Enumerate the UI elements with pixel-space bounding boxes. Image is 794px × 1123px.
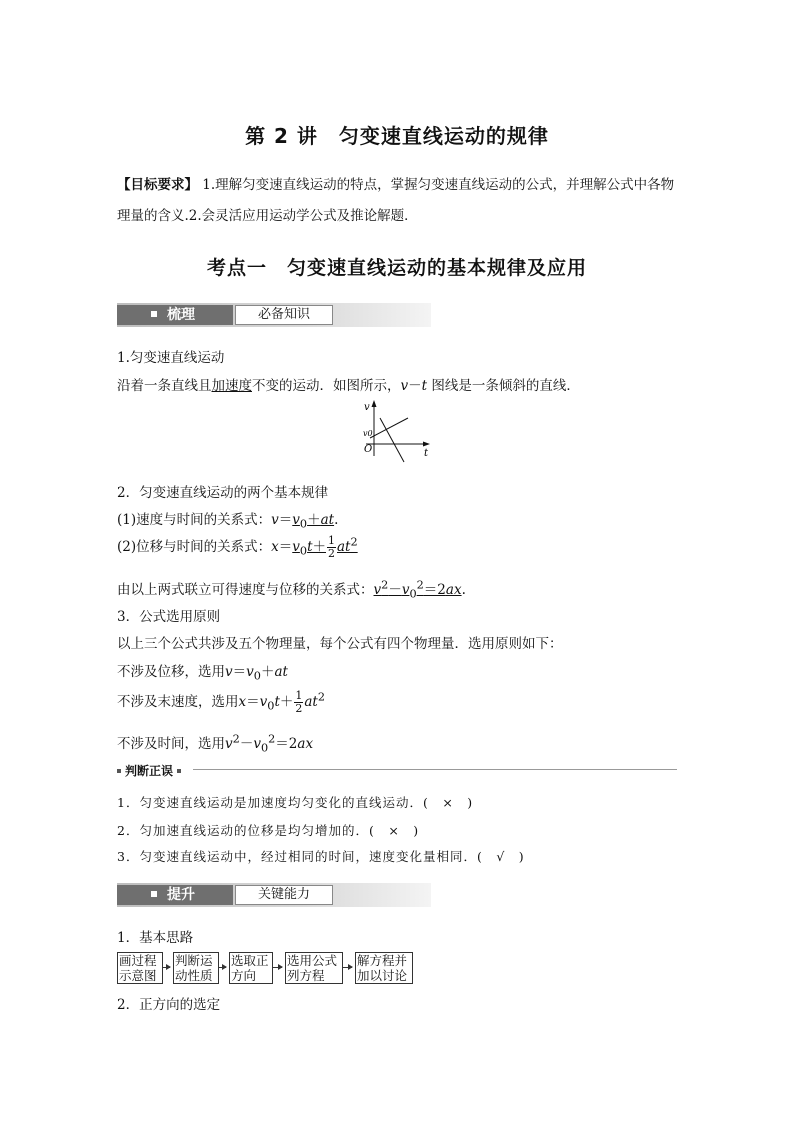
item3-intro: 以上三个公式共涉及五个物理量，每个公式有四个物理量．选用原则如下： [117, 636, 563, 652]
displacement-formula-line: (2)位移与时间的关系式：$x=v_0t+$ $\frac{1}{2}$ $at^2$ [117, 534, 358, 560]
speed-formula-line: (1)速度与时间的关系式：$v=v_0+at$. [117, 512, 339, 531]
flow-arrow [272, 967, 282, 968]
judge-item: 1．匀变速直线运动是加速度均匀变化的直线运动．( × ) [117, 795, 474, 810]
banner-ability [117, 883, 431, 907]
banner-light-label: 关键能力 [235, 885, 333, 905]
item1-text: 沿着一条直线且加速度不变的运动．如图所示，v－t 图线是一条倾斜的直线． [117, 378, 580, 394]
item1-heading: 1.匀变速直线运动 [117, 350, 225, 366]
v0-label: v0 [363, 429, 373, 438]
item3-heading: 3．公式选用原则 [117, 609, 221, 625]
banner-light-label: 必备知识 [235, 305, 333, 325]
flow-arrow [342, 967, 352, 968]
banner-dark-label: 梳理 [167, 307, 195, 323]
flow-step: 选用公式 列方程 [285, 952, 343, 984]
item4-heading: 1．基本思路 [117, 930, 194, 946]
item5-heading: 2．正方向的选定 [117, 997, 221, 1013]
square-icon [177, 769, 181, 773]
square-icon [151, 311, 157, 317]
goal-label: 【目标要求】 [117, 177, 198, 193]
v-axis-label: v [364, 402, 370, 413]
judge-header [117, 762, 677, 778]
v-axis-arrow [372, 400, 377, 407]
page-title: 第 2 讲 匀变速直线运动的规律 [245, 124, 549, 148]
goal-text: 1.理解匀变速直线运动的特点，掌握匀变速直线运动的公式，并理解公式中各物理量的含义.2.会灵活应用运动学公式及推论解题． [117, 177, 675, 224]
square-icon [151, 891, 157, 897]
square-icon [117, 769, 121, 773]
flow-step: 选取正 方向 [229, 952, 273, 984]
decreasing-line [380, 418, 404, 462]
divider [193, 769, 677, 770]
item2-heading: 2．匀变速直线运动的两个基本规律 [117, 485, 329, 501]
banner-review [117, 303, 431, 327]
fraction-half: $\frac{1}{2}$ [328, 534, 335, 560]
judge-item: 2．匀加速直线运动的位移是均匀增加的．( × ) [117, 823, 420, 838]
rule3: 不涉及时间，选用$v^2-v_0^2=2ax$ [117, 732, 314, 755]
vt-graph [360, 398, 436, 464]
rule1: 不涉及位移，选用$v=v_0+at$ [117, 664, 288, 683]
flow-arrow [162, 967, 170, 968]
judge-item: 3．匀变速直线运动中，经过相同的时间，速度变化量相同．( √ ) [117, 849, 525, 864]
judge-label: 判断正误 [125, 764, 174, 778]
section-title: 考点一 匀变速直线运动的基本规律及应用 [206, 257, 587, 279]
rule2: 不涉及末速度，选用$x=v_0t+$ $\frac{1}{2}$ $at^2$ [117, 689, 326, 715]
origin-label: O [364, 444, 373, 455]
flow-arrow [218, 967, 226, 968]
flow-step: 画过程 示意图 [117, 952, 163, 984]
fraction-half: $\frac{1}{2}$ [295, 689, 303, 715]
goal-paragraph [117, 170, 687, 232]
t-axis-arrow [423, 442, 430, 447]
underlined-term: 加速度 [211, 378, 252, 394]
flow-step: 判断运 动性质 [173, 952, 219, 984]
flow-step: 解方程并 加以讨论 [355, 952, 413, 984]
flowchart [117, 952, 417, 984]
t-axis-label: t [424, 448, 429, 459]
combined-formula-line: 由以上两式联立可得速度与位移的关系式：$v^2-v_0^2=2ax$. [117, 578, 466, 601]
banner-dark-label: 提升 [167, 887, 195, 903]
